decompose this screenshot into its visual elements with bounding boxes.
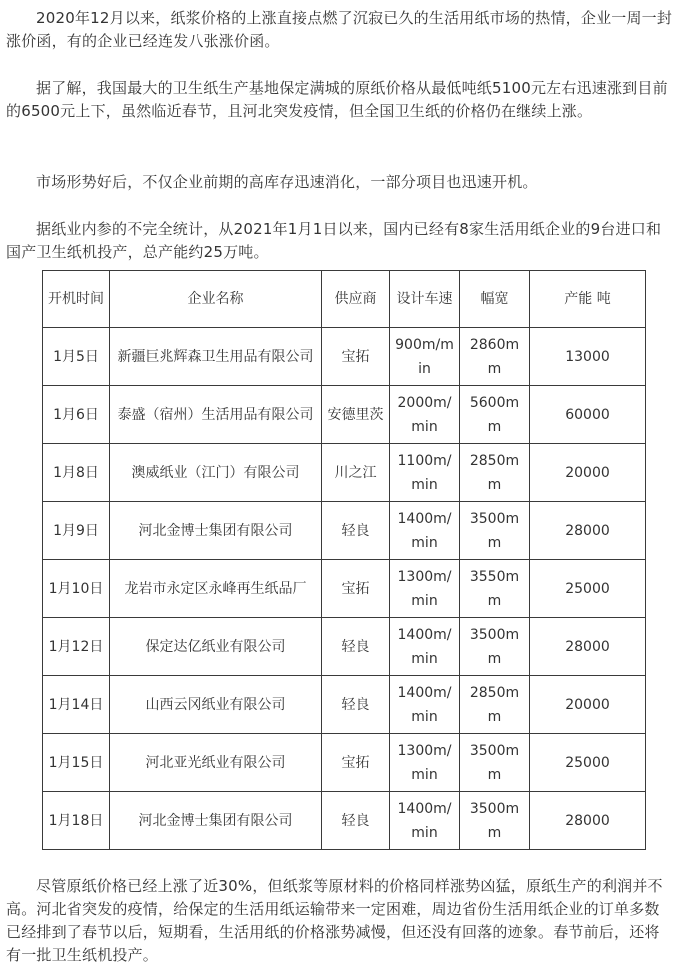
cell-date: 1月12日: [43, 618, 110, 676]
cell-speed: 1400m/min: [390, 676, 460, 734]
cell-supplier: 宝拓: [322, 560, 390, 618]
statistics-paragraph: 据纸业内参的不完全统计，从2021年1月1日以来，国内已经有8家生活用纸企业的9台进口和国产卫生纸机投产，总产能约25万吨。: [6, 220, 662, 261]
table-row: [43, 734, 646, 792]
cell-speed: 1300m/min: [390, 560, 460, 618]
cell-supplier: 宝拓: [322, 734, 390, 792]
cell-date: 1月18日: [43, 792, 110, 850]
cell-width: 2850mm: [460, 444, 530, 502]
cell-width: 3500mm: [460, 734, 530, 792]
table-row: [43, 560, 646, 618]
cell-capacity: 20000: [530, 444, 646, 502]
cell-supplier: 轻良: [322, 792, 390, 850]
cell-speed: 1400m/min: [390, 618, 460, 676]
cell-company: 泰盛（宿州）生活用品有限公司: [110, 386, 322, 444]
cell-capacity: 25000: [530, 734, 646, 792]
cell-width: 3500mm: [460, 792, 530, 850]
header-company: 企业名称: [110, 271, 322, 328]
cell-date: 1月14日: [43, 676, 110, 734]
cell-speed: 1300m/min: [390, 734, 460, 792]
header-speed: 设计车速: [390, 271, 460, 328]
cell-supplier: 轻良: [322, 618, 390, 676]
table-row: [43, 676, 646, 734]
cell-company: 澳威纸业（江门）有限公司: [110, 444, 322, 502]
cell-capacity: 28000: [530, 792, 646, 850]
cell-capacity: 13000: [530, 328, 646, 386]
table-header-row: [43, 271, 646, 328]
cell-speed: 900m/min: [390, 328, 460, 386]
cell-company: 保定达亿纸业有限公司: [110, 618, 322, 676]
cell-date: 1月8日: [43, 444, 110, 502]
table-row: [43, 618, 646, 676]
cell-capacity: 28000: [530, 502, 646, 560]
cell-speed: 1400m/min: [390, 792, 460, 850]
cell-width: 2850mm: [460, 676, 530, 734]
header-width: 幅宽: [460, 271, 530, 328]
cell-supplier: 川之江: [322, 444, 390, 502]
cell-company: 新疆巨兆辉森卫生用品有限公司: [110, 328, 322, 386]
cell-capacity: 60000: [530, 386, 646, 444]
cell-date: 1月10日: [43, 560, 110, 618]
header-capacity: 产能 吨: [530, 271, 646, 328]
table-row: [43, 792, 646, 850]
header-supplier: 供应商: [322, 271, 390, 328]
cell-company: 山西云冈纸业有限公司: [110, 676, 322, 734]
cell-capacity: 25000: [530, 560, 646, 618]
cell-company: 龙岩市永定区永峰再生纸品厂: [110, 560, 322, 618]
table-row: [43, 502, 646, 560]
outlook-paragraph: 尽管原纸价格已经上涨了近30%，但纸浆等原材料的价格同样涨势凶猛，原纸生产的利润并不高。河北省突发的疫情，给保定的生活用纸运输带来一定困难，周边省份生活用纸企业的订单多数已经排到了春节以后，短期看，生活用纸的价格涨势减慢，但还没有回落的迹象。春节前后，还将有一批卫生纸机投产。: [6, 877, 663, 964]
table-row: [43, 444, 646, 502]
cell-speed: 2000m/min: [390, 386, 460, 444]
cell-supplier: 轻良: [322, 502, 390, 560]
cell-company: 河北亚光纸业有限公司: [110, 734, 322, 792]
price-paragraph: 据了解，我国最大的卫生纸生产基地保定满城的原纸价格从最低吨纸5100元左右迅速涨到目前的6500元上下，虽然临近春节，且河北突发疫情，但全国卫生纸的价格仍在继续上涨。: [6, 79, 668, 120]
cell-supplier: 轻良: [322, 676, 390, 734]
cell-width: 3500mm: [460, 618, 530, 676]
cell-width: 2860mm: [460, 328, 530, 386]
cell-date: 1月9日: [43, 502, 110, 560]
cell-date: 1月5日: [43, 328, 110, 386]
cell-company: 河北金博士集团有限公司: [110, 502, 322, 560]
cell-width: 3500mm: [460, 502, 530, 560]
table-row: [43, 328, 646, 386]
cell-speed: 1400m/min: [390, 502, 460, 560]
cell-date: 1月6日: [43, 386, 110, 444]
paper-machine-table: [42, 270, 646, 850]
table-row: [43, 386, 646, 444]
cell-supplier: 宝拓: [322, 328, 390, 386]
cell-capacity: 20000: [530, 676, 646, 734]
cell-width: 3550mm: [460, 560, 530, 618]
cell-capacity: 28000: [530, 618, 646, 676]
cell-speed: 1100m/min: [390, 444, 460, 502]
cell-date: 1月15日: [43, 734, 110, 792]
header-date: 开机时间: [43, 271, 110, 328]
cell-supplier: 安德里茨: [322, 386, 390, 444]
cell-width: 5600mm: [460, 386, 530, 444]
intro-paragraph: 2020年12月以来，纸浆价格的上涨直接点燃了沉寂已久的生活用纸市场的热情，企业一周一封涨价函，有的企业已经连发八张涨价函。: [6, 9, 673, 50]
cell-company: 河北金博士集团有限公司: [110, 792, 322, 850]
market-paragraph: 市场形势好后，不仅企业前期的高库存迅速消化，一部分项目也迅速开机。: [36, 173, 538, 191]
